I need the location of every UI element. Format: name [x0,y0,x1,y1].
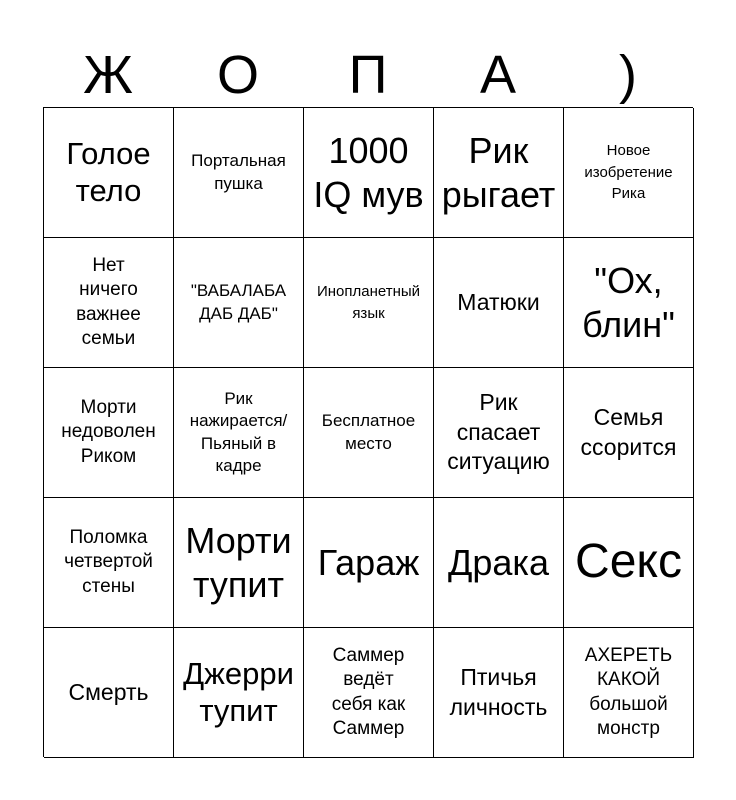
header-letter-4: А [479,45,517,105]
bingo-cell[interactable]: Джерри тупит [174,628,304,758]
bingo-cell[interactable]: Гараж [304,498,434,628]
bingo-cell[interactable]: "ВАБАЛАБА ДАБ ДАБ" [174,238,304,368]
bingo-cell[interactable]: Рик рыгает [434,108,564,238]
header-letter-5: ) [619,45,637,105]
bingo-board [43,107,693,757]
bingo-cell[interactable]: Бесплатное место [304,368,434,498]
bingo-cell[interactable]: Матюки [434,238,564,368]
bingo-cell[interactable]: Морти недоволен Риком [44,368,174,498]
bingo-cell[interactable]: Птичья личность [434,628,564,758]
bingo-cell[interactable]: Секс [564,498,694,628]
bingo-cell[interactable]: Саммер ведёт себя как Саммер [304,628,434,758]
header-letter-1: Ж [83,45,133,105]
bingo-cell[interactable]: Поломка четвертой стены [44,498,174,628]
bingo-header [43,44,693,106]
bingo-cell[interactable]: Рик нажирается/ Пьяный в кадре [174,368,304,498]
bingo-cell[interactable]: Семья ссорится [564,368,694,498]
bingo-cell[interactable]: Голое тело [44,108,174,238]
bingo-cell[interactable]: "Ох, блин" [564,238,694,368]
bingo-cell[interactable]: Смерть [44,628,174,758]
bingo-cell[interactable]: Нет ничего важнее семьи [44,238,174,368]
header-letter-2: О [216,45,259,105]
header-letter-3: П [348,45,388,105]
bingo-cell[interactable]: Портальная пушка [174,108,304,238]
bingo-cell[interactable]: Драка [434,498,564,628]
bingo-cell[interactable]: Морти тупит [174,498,304,628]
bingo-cell[interactable]: АХЕРЕТЬ КАКОЙ большой монстр [564,628,694,758]
bingo-cell[interactable]: Новое изобретение Рика [564,108,694,238]
bingo-cell[interactable]: Инопланетный язык [304,238,434,368]
bingo-cell[interactable]: Рик спасает ситуацию [434,368,564,498]
bingo-cell[interactable]: 1000 IQ мув [304,108,434,238]
